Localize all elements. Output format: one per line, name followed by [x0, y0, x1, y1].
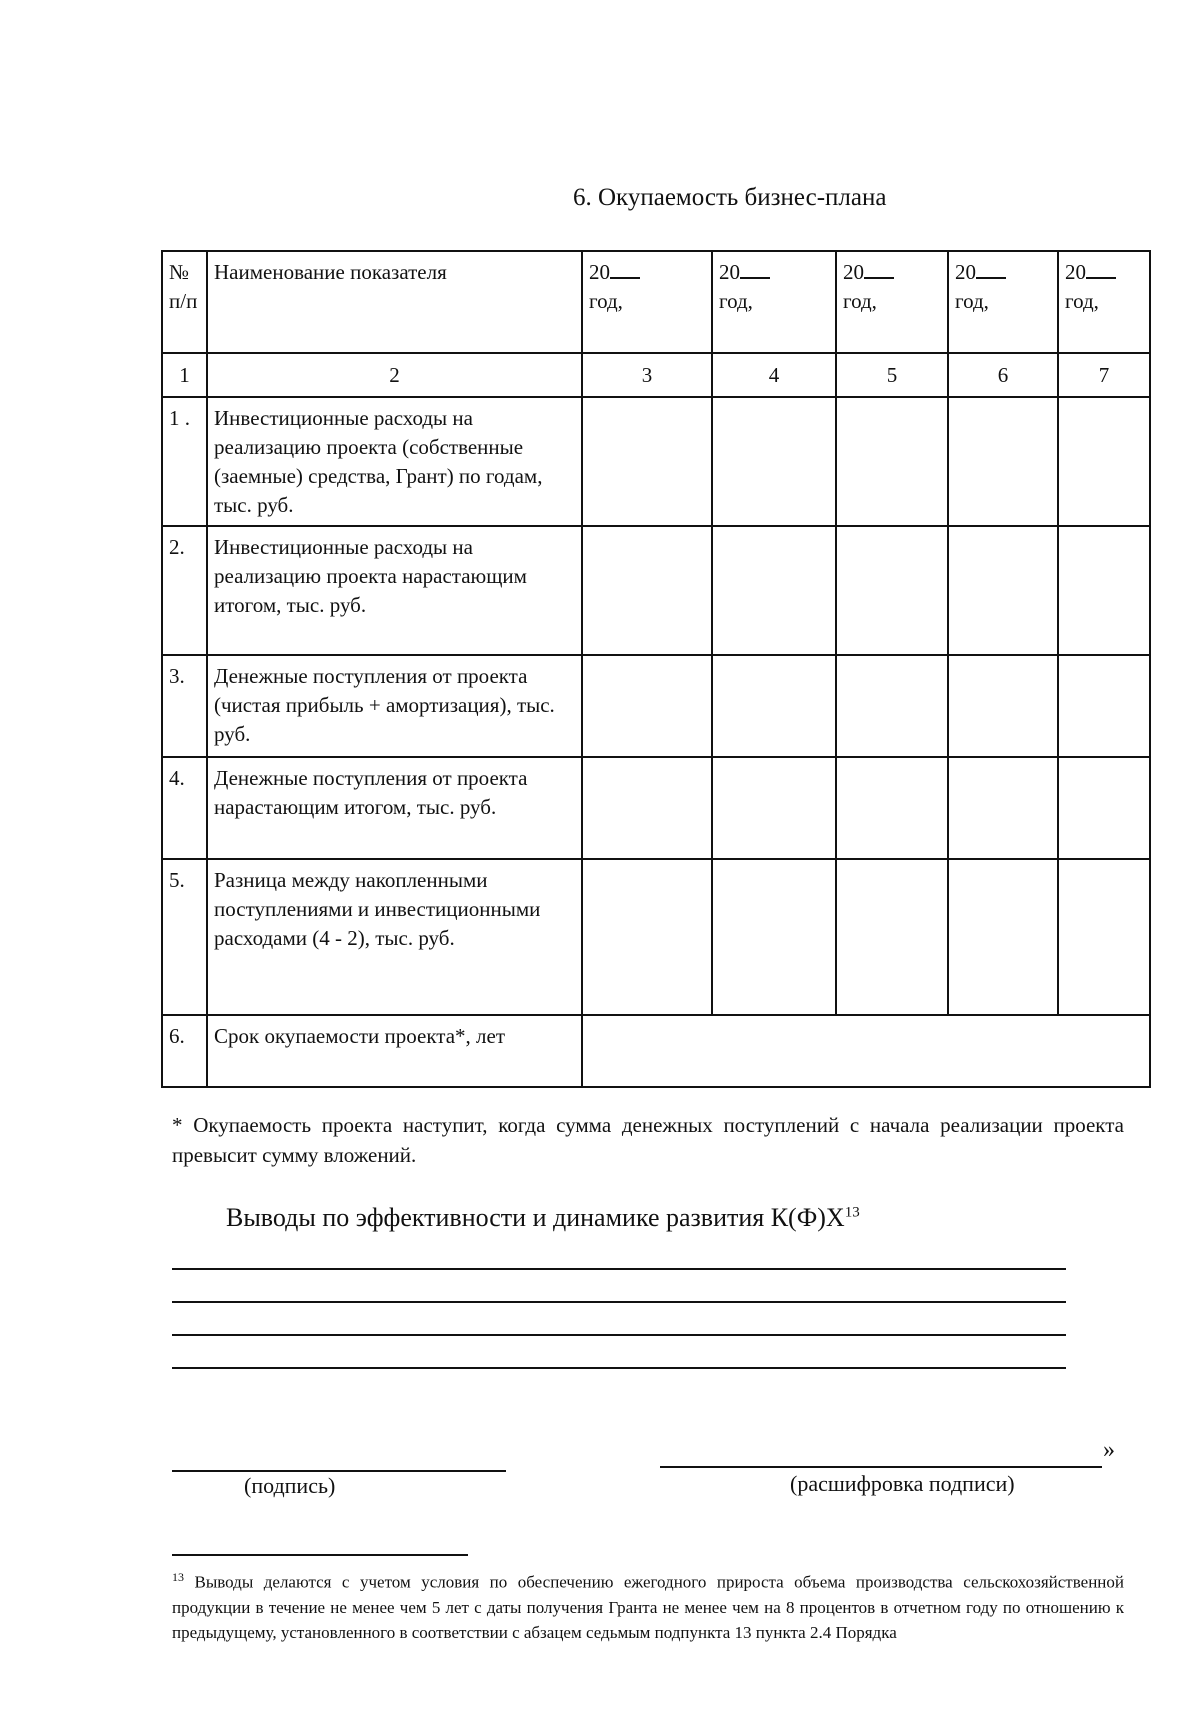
header-year: 20 год, — [1058, 251, 1150, 353]
value-cell[interactable] — [836, 526, 948, 655]
value-cell[interactable] — [948, 397, 1058, 526]
value-cell[interactable] — [836, 757, 948, 859]
table-header-row — [162, 251, 1150, 353]
row-num: 6. — [162, 1015, 207, 1087]
value-cell[interactable] — [1058, 526, 1150, 655]
row-label: Разница между накопленными поступлениями и инвестиционными расходами (4 - 2), тыс. руб. — [207, 859, 582, 1015]
column-number-row — [162, 353, 1150, 397]
table-row — [162, 757, 1150, 859]
table-row — [162, 655, 1150, 757]
header-year: 20 год, — [948, 251, 1058, 353]
value-cell[interactable] — [582, 397, 712, 526]
value-cell[interactable] — [582, 655, 712, 757]
row-num: 3. — [162, 655, 207, 757]
row-num: 5. — [162, 859, 207, 1015]
payback-table — [161, 250, 1151, 1088]
value-cell[interactable] — [712, 757, 836, 859]
table-row — [162, 397, 1150, 526]
footnote-ref: 13 — [844, 1204, 860, 1221]
signature-label: (подпись) — [244, 1473, 336, 1498]
value-cell[interactable] — [582, 526, 712, 655]
conclusions-line[interactable] — [172, 1268, 1066, 1270]
column-number: 4 — [712, 353, 836, 397]
value-cell[interactable] — [948, 655, 1058, 757]
value-cell[interactable] — [582, 859, 712, 1015]
footnote — [172, 1565, 1124, 1645]
value-cell[interactable] — [582, 757, 712, 859]
closing-quote: » — [1103, 1437, 1115, 1463]
column-number: 3 — [582, 353, 712, 397]
column-number: 2 — [207, 353, 582, 397]
value-cell[interactable] — [712, 397, 836, 526]
signature-line[interactable] — [172, 1470, 506, 1472]
table-row — [162, 526, 1150, 655]
value-cell[interactable] — [1058, 757, 1150, 859]
footnote-text: Выводы делаются с учетом условия по обеспечению ежегодного прироста объема производства сельскохозяйственной продукции в течение не менее чем 5 лет с даты получения Гранта не менее чем на 8 процентов в отчетном году по отношению к предыдущему, установленного в соответствии с абзацем седьмым подпункта 13 пункта 2.4 Порядка — [172, 1572, 1124, 1642]
value-cell[interactable] — [712, 859, 836, 1015]
header-year: 20 год, — [712, 251, 836, 353]
value-cell[interactable] — [948, 526, 1058, 655]
header-num: № п/п — [162, 251, 207, 353]
row-num: 4. — [162, 757, 207, 859]
row-label: Денежные поступления от проекта (чистая прибыль + амортизация), тыс. руб. — [207, 655, 582, 757]
header-year: 20 год, — [582, 251, 712, 353]
payback-note: * Окупаемость проекта наступит, когда сумма денежных поступлений с начала реализации проекта превысит сумму вложений. — [172, 1113, 1124, 1167]
conclusions-line[interactable] — [172, 1334, 1066, 1336]
header-name: Наименование показателя — [207, 251, 582, 353]
footnote-marker: 13 — [172, 1570, 184, 1584]
row-num: 1 . — [162, 397, 207, 526]
row-label: Инвестиционные расходы на реализацию проекта нарастающим итогом, тыс. руб. — [207, 526, 582, 655]
table-row — [162, 859, 1150, 1015]
section-title: 6. Окупаемость бизнес-плана — [573, 184, 887, 211]
conclusions-title: Выводы по эффективности и динамике развития $К(Ф)Х^{13}$ — [226, 1203, 860, 1232]
column-number: 5 — [836, 353, 948, 397]
value-cell[interactable] — [836, 655, 948, 757]
value-cell[interactable] — [1058, 859, 1150, 1015]
value-cell[interactable] — [712, 526, 836, 655]
value-cell[interactable] — [712, 655, 836, 757]
column-number: 6 — [948, 353, 1058, 397]
value-cell[interactable] — [836, 397, 948, 526]
table-row — [162, 1015, 1150, 1087]
value-cell[interactable] — [1058, 655, 1150, 757]
value-cell[interactable] — [948, 757, 1058, 859]
footnote-separator — [172, 1554, 468, 1556]
signature-decode-line[interactable] — [660, 1466, 1102, 1468]
conclusions-line[interactable] — [172, 1301, 1066, 1303]
row-label: Срок окупаемости проекта*, лет — [207, 1015, 582, 1087]
header-year: 20 год, — [836, 251, 948, 353]
value-cell[interactable] — [836, 859, 948, 1015]
payback-period-cell[interactable] — [582, 1015, 1150, 1087]
row-label: Инвестиционные расходы на реализацию проекта (собственные (заемные) средства, Грант) по годам, тыс. руб. — [207, 397, 582, 526]
column-number: 1 — [162, 353, 207, 397]
row-num: 2. — [162, 526, 207, 655]
column-number: 7 — [1058, 353, 1150, 397]
row-label: Денежные поступления от проекта нарастающим итогом, тыс. руб. — [207, 757, 582, 859]
conclusions-line[interactable] — [172, 1367, 1066, 1369]
value-cell[interactable] — [1058, 397, 1150, 526]
value-cell[interactable] — [948, 859, 1058, 1015]
signature-decode-label: (расшифровка подписи) — [790, 1471, 1015, 1496]
